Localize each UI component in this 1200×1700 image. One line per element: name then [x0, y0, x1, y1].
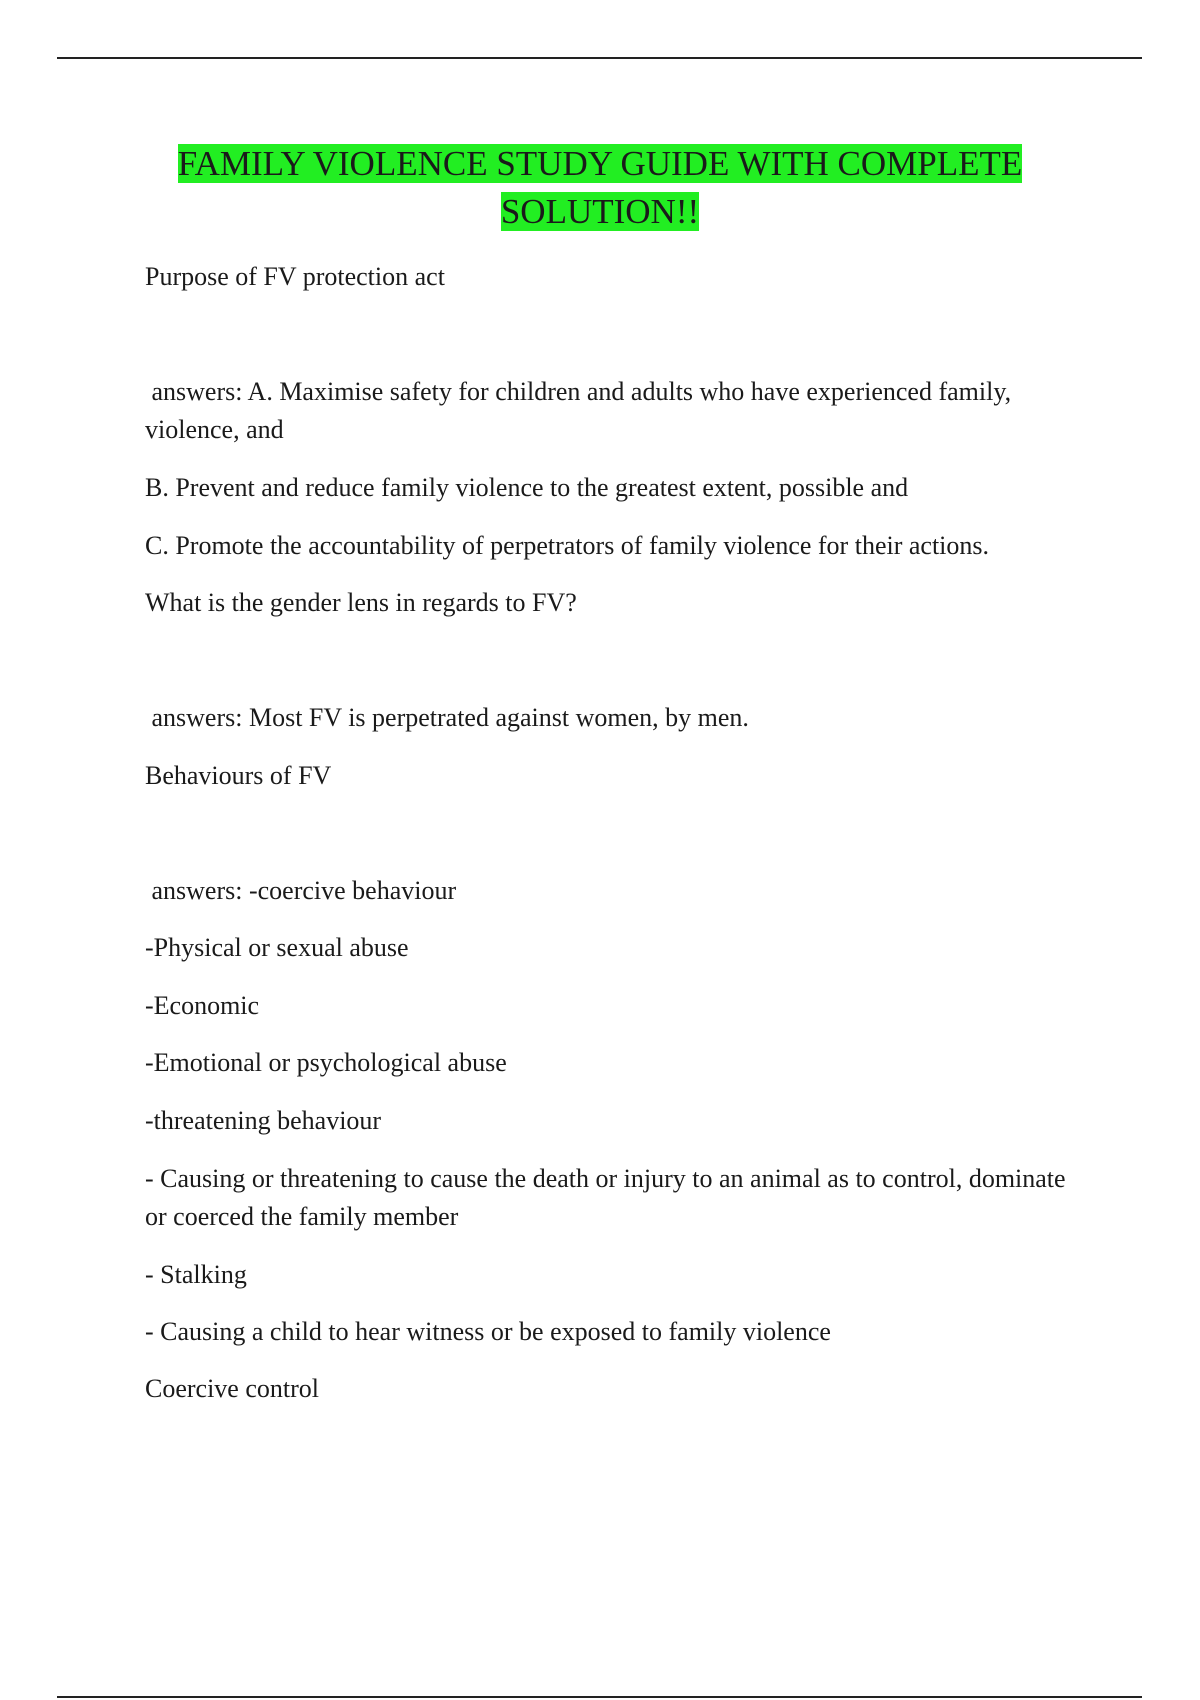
title-line-2: SOLUTION!!: [500, 192, 700, 231]
answer-purpose-c: C. Promote the accountability of perpetrators of family violence for their actions.: [145, 531, 990, 560]
document-title: [100, 140, 1100, 236]
answer-behaviour-economic: -Economic: [145, 991, 260, 1020]
answer-behaviour-child-exposure: - Causing a child to hear witness or be exposed to family violence: [145, 1317, 831, 1346]
answer-purpose-a: answers: A. Maximise safety for children and adults who have experienced family, violence, and: [145, 377, 1018, 444]
answer-behaviour-threatening: -threatening behaviour: [145, 1106, 382, 1135]
answer-behaviour-coercive: answers: -coercive behaviour: [145, 876, 457, 905]
answer-behaviour-animal: - Causing or threatening to cause the death or injury to an animal as to control, dominate or coerced the family member: [145, 1164, 1066, 1231]
answer-purpose-b: B. Prevent and reduce family violence to the greatest extent, possible and: [145, 473, 909, 502]
bottom-rule: [57, 1696, 1142, 1698]
question-coercive-control: Coercive control: [145, 1374, 319, 1403]
answer-behaviour-stalking: - Stalking: [145, 1260, 247, 1289]
answer-behaviour-emotional: -Emotional or psychological abuse: [145, 1048, 507, 1077]
title-line-1: FAMILY VIOLENCE STUDY GUIDE WITH COMPLETE: [177, 144, 1023, 183]
question-behaviours: Behaviours of FV: [145, 761, 332, 790]
question-purpose: Purpose of FV protection act: [145, 262, 445, 291]
answer-gender-lens: answers: Most FV is perpetrated against women, by men.: [145, 703, 749, 732]
answer-behaviour-physical: -Physical or sexual abuse: [145, 933, 409, 962]
question-gender-lens: What is the gender lens in regards to FV?: [145, 588, 577, 617]
top-rule: [57, 57, 1142, 59]
